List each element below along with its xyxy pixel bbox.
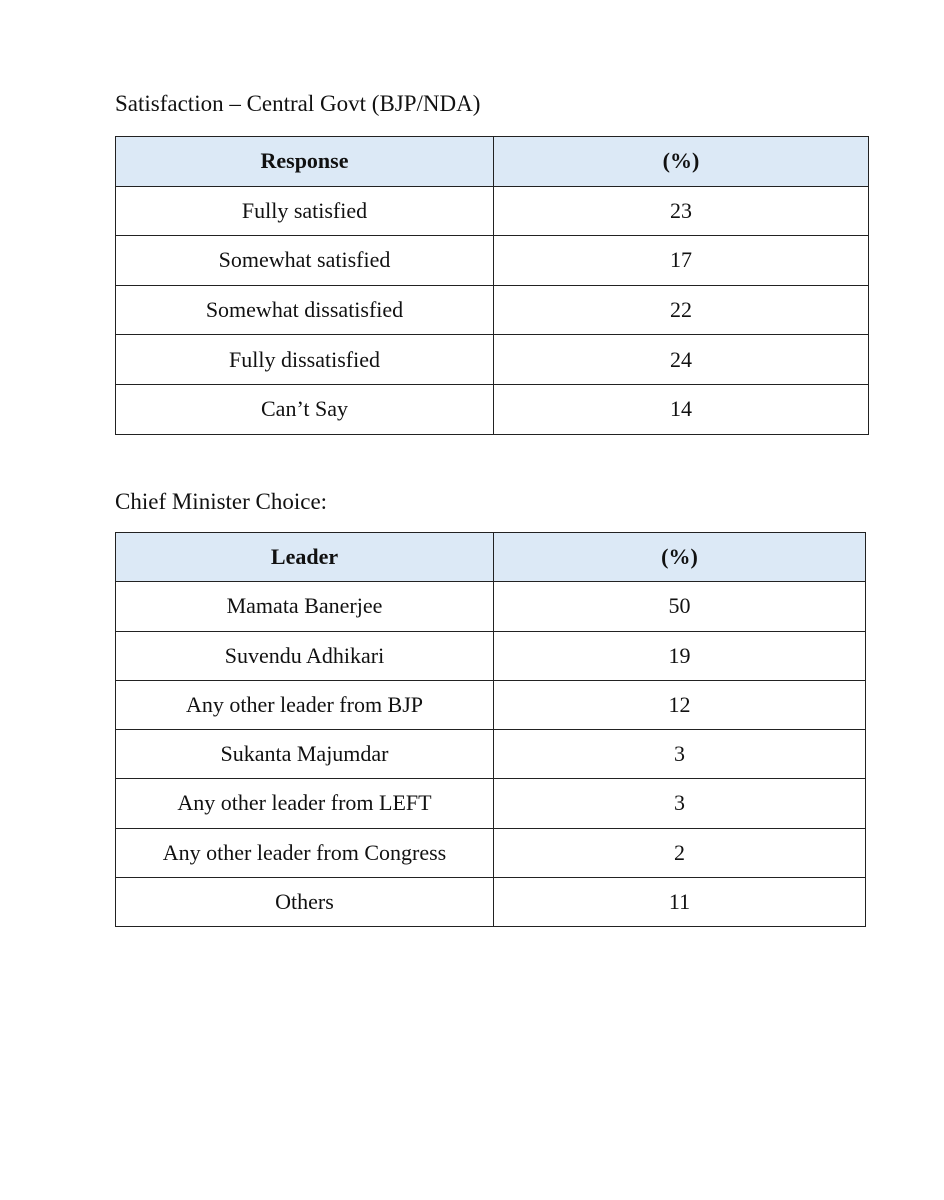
leader-cell: Others [116,877,494,926]
response-cell: Can’t Say [116,384,494,434]
percent-cell: 11 [494,877,866,926]
percent-cell: 2 [494,828,866,877]
table-row [116,779,866,828]
table-row [116,877,866,926]
percent-cell: 24 [494,335,869,385]
column-header-percent: (%) [494,533,866,582]
response-cell: Somewhat dissatisfied [116,285,494,335]
table-row [116,582,866,631]
satisfaction-caption: Satisfaction – Central Govt (BJP/NDA) [115,91,481,116]
satisfaction-table [115,136,869,435]
column-header-leader: Leader [116,533,494,582]
table-header-row [116,533,866,582]
percent-cell: 3 [494,730,866,779]
table-row [116,236,869,286]
table-row [116,285,869,335]
table-row [116,828,866,877]
leader-cell: Suvendu Adhikari [116,631,494,680]
leader-cell: Any other leader from LEFT [116,779,494,828]
percent-cell: 23 [494,186,869,236]
table-row [116,384,869,434]
percent-cell: 19 [494,631,866,680]
table-row [116,631,866,680]
cm-choice-caption: Chief Minister Choice: [115,489,328,514]
percent-cell: 17 [494,236,869,286]
table-row [116,186,869,236]
leader-cell: Sukanta Majumdar [116,730,494,779]
response-cell: Somewhat satisfied [116,236,494,286]
table-row [116,730,866,779]
leader-cell: Any other leader from Congress [116,828,494,877]
response-cell: Fully dissatisfied [116,335,494,385]
percent-cell: 12 [494,680,866,729]
table-row [116,680,866,729]
leader-cell: Mamata Banerjee [116,582,494,631]
percent-cell: 3 [494,779,866,828]
table-row [116,335,869,385]
percent-cell: 50 [494,582,866,631]
percent-cell: 14 [494,384,869,434]
column-header-percent: (%) [494,137,869,187]
response-cell: Fully satisfied [116,186,494,236]
table-header-row [116,137,869,187]
cm-choice-table [115,532,866,927]
leader-cell: Any other leader from BJP [116,680,494,729]
column-header-response: Response [116,137,494,187]
percent-cell: 22 [494,285,869,335]
